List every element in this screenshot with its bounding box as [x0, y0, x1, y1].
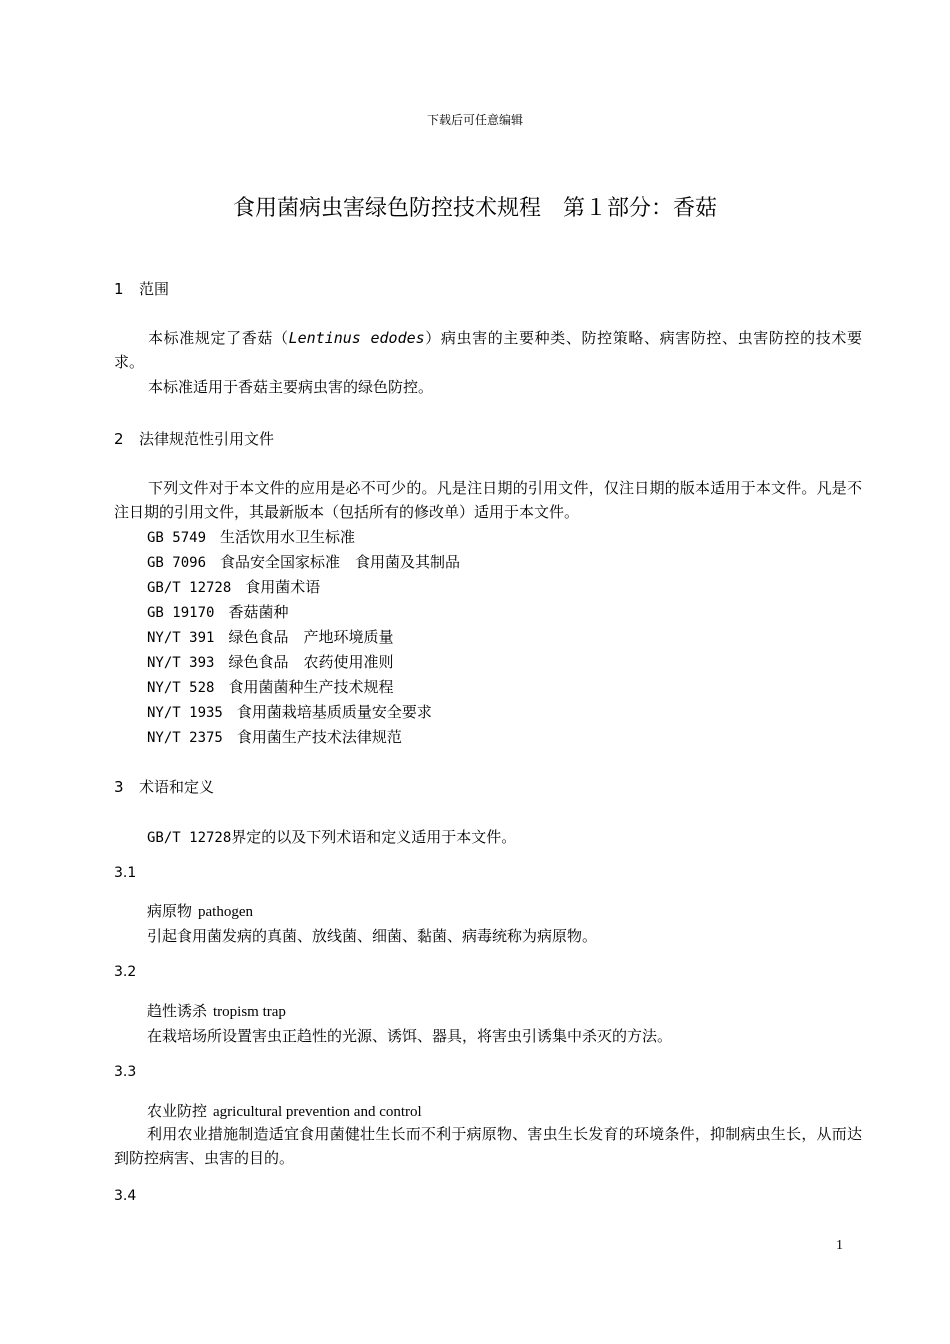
term-number: 3.2 [114, 964, 137, 980]
header-note: 下载后可任意编辑 [426, 113, 523, 127]
reference-code: NY/T 528 [147, 680, 215, 696]
terms-intro-code: GB/T 12728 [147, 830, 232, 846]
reference-code: NY/T 391 [147, 630, 215, 646]
reference-title: 香菇菌种 [228, 603, 289, 621]
terms-intro [147, 826, 516, 847]
scientific-name: Lentinus edodes [288, 329, 425, 347]
reference-code: GB/T 12728 [147, 580, 232, 596]
term-entry [147, 900, 253, 921]
scope-paragraph-1 [114, 326, 862, 374]
scope-paragraph-2: 本标准适用于香菇主要病虫害的绿色防控。 [148, 378, 434, 396]
reference-code: GB 5749 [147, 530, 207, 546]
term-zh: 趋性诱杀 [147, 1002, 208, 1020]
terms-intro-text: 界定的以及下列术语和定义适用于本文件。 [231, 828, 517, 846]
document-title: 食用菌病虫害绿色防控技术规程 第１部分：香菇 [232, 196, 717, 221]
section-2-heading [114, 428, 274, 449]
reference-title: 食用菌栽培基质质量安全要求 [236, 703, 432, 721]
reference-item [147, 651, 393, 672]
reference-title: 食用菌生产技术法律规范 [236, 728, 402, 746]
reference-title: 食用菌菌种生产技术规程 [228, 678, 394, 696]
reference-title: 食品安全国家标准 食用菌及其制品 [220, 553, 461, 571]
reference-item [147, 601, 288, 622]
term-definition: 利用农业措施制造适宜食用菌健壮生长而不利于病原物、害虫生长发育的环境条件，抑制病虫生长，从而达到防控病害、虫害的目的。 [114, 1125, 862, 1167]
section-title: 范围 [139, 280, 170, 298]
reference-title: 绿色食品 农药使用准则 [228, 653, 394, 671]
term-number: 3.3 [114, 1064, 137, 1080]
reference-item [147, 551, 460, 572]
scope-text-before: 本标准规定了香菇（ [148, 329, 289, 347]
term-entry [147, 1000, 286, 1021]
term-number: 3.1 [114, 865, 137, 881]
term-entry [147, 1100, 422, 1121]
term-en: agricultural prevention and control [213, 1104, 422, 1120]
page-number: 1 [836, 1238, 843, 1253]
reference-item [147, 726, 402, 747]
section-number: 1 [114, 280, 124, 298]
scope-text-after: ）病虫害的主要种类、防控策略、病害防控、虫害防控的技术要求。 [114, 329, 862, 371]
reference-title: 生活饮用水卫生标准 [220, 528, 356, 546]
reference-code: NY/T 1935 [147, 705, 223, 721]
references-intro: 下列文件对于本文件的应用是必不可少的。凡是注日期的引用文件，仅注日期的版本适用于本文件。凡是不注日期的引用文件，其最新版本（包括所有的修改单）适用于本文件。 [114, 479, 862, 521]
term-zh: 农业防控 [147, 1102, 208, 1120]
section-1-heading [114, 278, 169, 299]
reference-item [147, 676, 393, 697]
section-title: 法律规范性引用文件 [139, 430, 275, 448]
term-definition: 在栽培场所设置害虫正趋性的光源、诱饵、器具，将害虫引诱集中杀灭的方法。 [147, 1027, 673, 1045]
reference-item [147, 526, 355, 547]
reference-title: 食用菌术语 [245, 578, 321, 596]
term-number: 3.4 [114, 1188, 137, 1204]
reference-item [147, 626, 393, 647]
reference-item [147, 576, 320, 597]
term-zh: 病原物 [147, 902, 193, 920]
reference-code: NY/T 2375 [147, 730, 223, 746]
section-3-heading [114, 776, 214, 797]
term-en: pathogen [198, 904, 253, 920]
term-definition: 引起食用菌发病的真菌、放线菌、细菌、黏菌、病毒统称为病原物。 [147, 927, 598, 945]
reference-code: GB 7096 [147, 555, 207, 571]
section-number: 2 [114, 430, 124, 448]
reference-item [147, 701, 432, 722]
reference-title: 绿色食品 产地环境质量 [228, 628, 394, 646]
reference-code: GB 19170 [147, 605, 215, 621]
section-title: 术语和定义 [139, 778, 215, 796]
section-number: 3 [114, 778, 124, 796]
reference-code: NY/T 393 [147, 655, 215, 671]
term-en: tropism trap [213, 1004, 286, 1020]
